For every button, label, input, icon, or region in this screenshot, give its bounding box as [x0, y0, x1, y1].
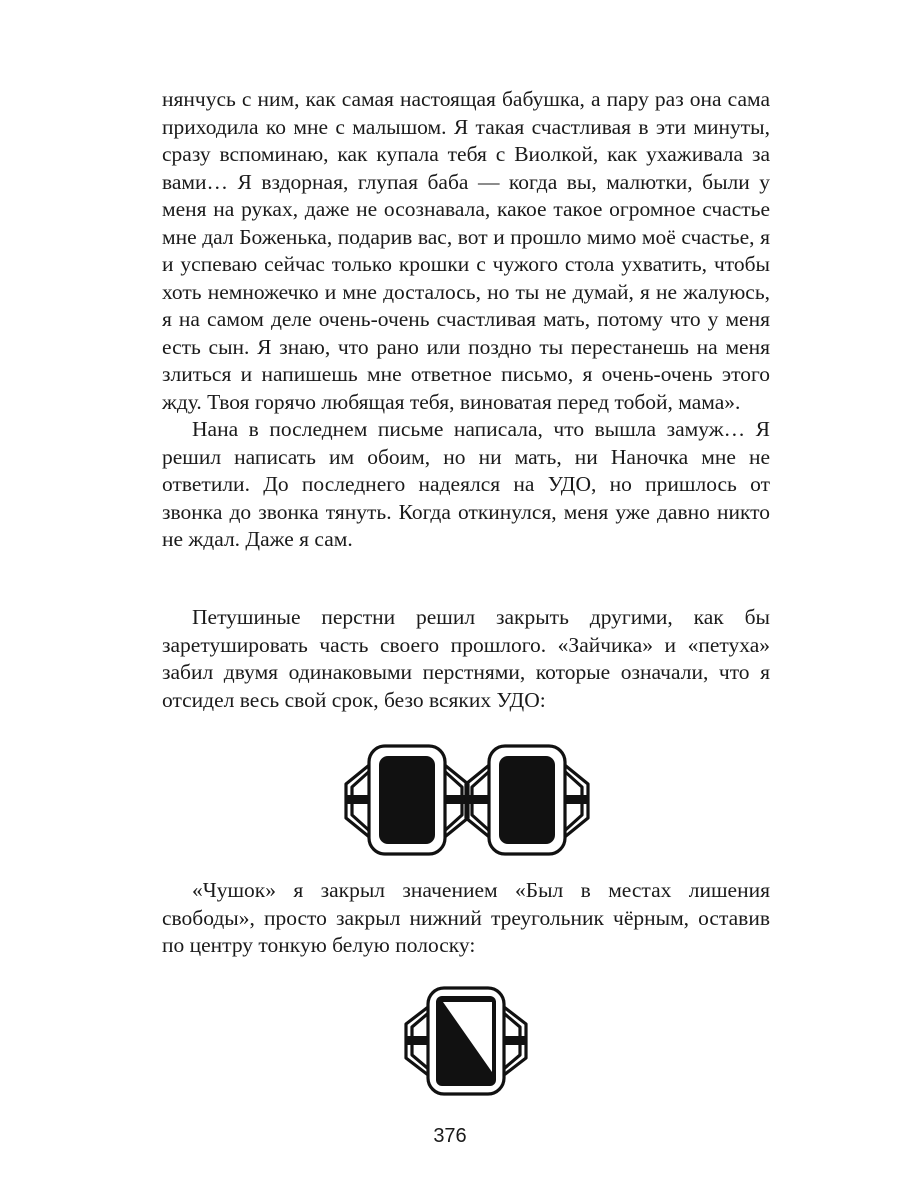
ring-tattoo-icon — [405, 988, 527, 1094]
ring-tattoo-icon — [345, 746, 469, 854]
ring-tattoo-icon — [465, 746, 589, 854]
page-number: 376 — [433, 1125, 467, 1147]
paragraph-rooster-rings: Петушиные перстни решил закрыть другими, как бы заретушировать часть своего прошлого. «Зайчика» и «петуха» забил двумя одинаковыми перстнями, которые означали, что я отсидел весь свой срок, безо всяких УДО: — [162, 605, 770, 712]
text-block-top — [162, 86, 770, 554]
text-block-rings — [162, 604, 770, 714]
paragraph-chushok: «Чушок» я закрыл значением «Был в местах лишения свободы», просто закрыл нижний треугольник чёрным, оставив по центру тонкую белую полоску: — [162, 878, 770, 957]
diagonal-triangle-ring-illustration — [402, 986, 530, 1096]
two-black-rings-illustration — [342, 744, 594, 856]
text-block-chushok — [162, 877, 770, 960]
paragraph-letter-ending: нянчусь с ним, как самая настоящая бабушка, а пару раз она сама приходила ко мне с малышом. Я такая счастливая в эти минуты, сразу вспоминаю, как купала тебя с Виолкой, как ухаживала за вами… Я вздорная, глупая баба — когда вы, малютки, были у меня на руках, даже не осознавала, какое такое огромное счастье мне дал Боженька, подарив вас, вот и прошло мимо моё счастье, я и успеваю сейчас только крошки с чужого стола ухватить, чтобы хоть немножечко и мне досталось, но ты не думай, я не жалуюсь, я на самом деле очень-очень счастливая мать, потому что у меня есть сын. Я знаю, что рано или поздно ты перестанешь на меня злиться и напишешь мне ответное письмо, я очень-очень этого жду. Твоя горячо любящая тебя, виноватая перед тобой, мама». — [162, 87, 770, 414]
paragraph-nana: Нана в последнем письме написала, что вышла замуж… Я решил написать им обоим, но ни мать, ни Наночка мне не ответили. До последнего надеялся на УДО, но пришлось от звонка до звонка тянуть. Когда откинулся, меня уже давно никто не ждал. Даже я сам. — [162, 417, 770, 551]
